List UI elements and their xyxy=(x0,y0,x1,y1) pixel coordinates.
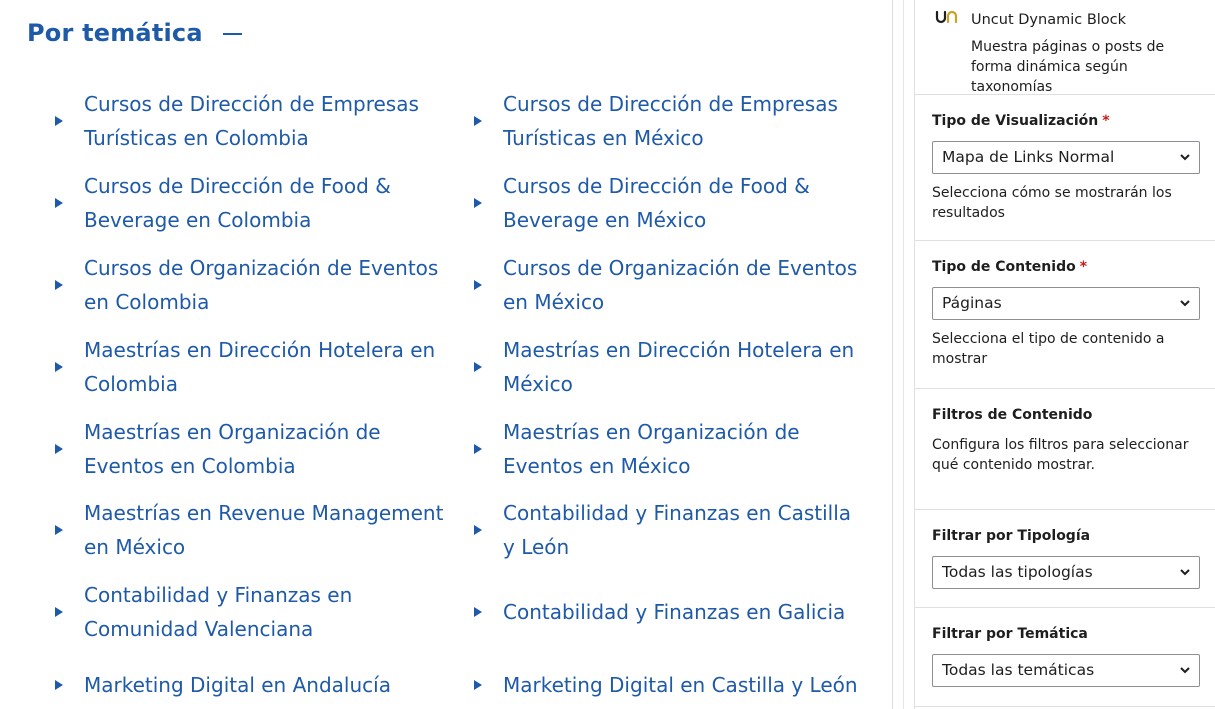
tipologia-select-value: Todas las tipologías xyxy=(942,563,1093,581)
sidebar-divider xyxy=(903,0,904,709)
link-text[interactable]: Marketing Digital en Castilla y León xyxy=(503,673,858,698)
link-item[interactable] xyxy=(55,489,474,571)
section-dash xyxy=(223,33,242,35)
link-item[interactable] xyxy=(55,571,474,653)
block-title: Uncut Dynamic Block xyxy=(971,12,1127,28)
required-marker: * xyxy=(1102,113,1110,129)
uncut-logo-icon xyxy=(935,8,959,28)
tipologia-select[interactable] xyxy=(932,556,1200,589)
chevron-down-icon xyxy=(1178,296,1192,310)
link-item[interactable] xyxy=(474,326,875,408)
section-title: Por temática xyxy=(27,19,203,47)
link-text[interactable]: Cursos de Organización de Eventos en Colombia xyxy=(84,255,439,314)
scroll-gap xyxy=(893,0,903,709)
block-card xyxy=(915,0,1215,95)
link-item[interactable] xyxy=(474,489,875,571)
panel-filtros xyxy=(915,389,1215,510)
link-item[interactable] xyxy=(474,653,875,709)
section-heading xyxy=(27,19,242,47)
link-item[interactable] xyxy=(55,162,474,244)
filtros-label: Filtros de Contenido xyxy=(932,407,1093,423)
bullet-icon xyxy=(474,525,482,535)
panel-tipologia xyxy=(915,510,1215,608)
link-text[interactable]: Cursos de Dirección de Empresas Turísticas en Colombia xyxy=(84,91,419,150)
link-item[interactable] xyxy=(55,408,474,490)
link-item[interactable] xyxy=(474,80,875,162)
link-text[interactable]: Contabilidad y Finanzas en Comunidad Valenciana xyxy=(84,583,353,642)
bullet-icon xyxy=(55,362,63,372)
panel-visualizacion xyxy=(915,95,1215,241)
bullet-icon xyxy=(474,680,482,690)
link-text[interactable]: Cursos de Dirección de Empresas Turísticas en México xyxy=(503,91,838,150)
link-text[interactable]: Cursos de Dirección de Food & Beverage en Colombia xyxy=(84,173,391,232)
link-item[interactable] xyxy=(474,571,875,653)
chevron-down-icon xyxy=(1178,565,1192,579)
contenido-label: Tipo de Contenido * xyxy=(932,259,1088,275)
bullet-icon xyxy=(474,116,482,126)
links-grid xyxy=(55,80,875,709)
bullet-icon xyxy=(55,280,63,290)
required-marker: * xyxy=(1079,259,1088,275)
bullet-icon xyxy=(55,116,63,126)
bullet-icon xyxy=(474,280,482,290)
bullet-icon xyxy=(55,680,63,690)
bullet-icon xyxy=(474,362,482,372)
link-text[interactable]: Cursos de Organización de Eventos en México xyxy=(503,255,858,314)
panel-tematica xyxy=(915,608,1215,707)
link-text[interactable]: Cursos de Dirección de Food & Beverage en México xyxy=(503,173,810,232)
bullet-icon xyxy=(55,444,63,454)
visualizacion-select-value: Mapa de Links Normal xyxy=(942,148,1115,166)
link-text[interactable]: Maestrías en Organización de Eventos en Colombia xyxy=(84,419,381,478)
bullet-icon xyxy=(474,607,482,617)
link-text[interactable]: Contabilidad y Finanzas en Galicia xyxy=(503,600,846,625)
link-item[interactable] xyxy=(474,408,875,490)
link-item[interactable] xyxy=(55,80,474,162)
bullet-icon xyxy=(474,198,482,208)
link-text[interactable]: Maestrías en Organización de Eventos en México xyxy=(503,419,800,478)
tematica-select-value: Todas las temáticas xyxy=(942,661,1095,679)
link-item[interactable] xyxy=(55,326,474,408)
chevron-down-icon xyxy=(1178,150,1192,164)
link-item[interactable] xyxy=(55,244,474,326)
bullet-icon xyxy=(474,444,482,454)
contenido-select-value: Páginas xyxy=(942,294,1002,312)
link-item[interactable] xyxy=(474,162,875,244)
settings-sidebar xyxy=(914,0,1215,709)
bullet-icon xyxy=(55,525,63,535)
block-description: Muestra páginas o posts de forma dinámica según taxonomías xyxy=(971,39,1165,95)
link-text[interactable]: Maestrías en Dirección Hotelera en Colombia xyxy=(84,337,436,396)
visualizacion-label: Tipo de Visualización * xyxy=(932,113,1110,129)
link-item[interactable] xyxy=(55,653,474,709)
chevron-down-icon xyxy=(1178,663,1192,677)
filtros-help: Configura los filtros para seleccionar qué contenido mostrar. xyxy=(932,437,1189,473)
link-item[interactable] xyxy=(474,244,875,326)
tematica-select[interactable] xyxy=(932,654,1200,687)
tipologia-label: Filtrar por Tipología xyxy=(932,528,1091,544)
visualizacion-help: Selecciona cómo se mostrarán los resultados xyxy=(932,185,1172,221)
visualizacion-select[interactable] xyxy=(932,141,1200,174)
bullet-icon xyxy=(55,607,63,617)
contenido-help: Selecciona el tipo de contenido a mostrar xyxy=(932,331,1165,367)
panel-contenido xyxy=(915,241,1215,389)
contenido-select[interactable] xyxy=(932,287,1200,320)
link-text[interactable]: Maestrías en Revenue Management en México xyxy=(84,501,444,560)
bullet-icon xyxy=(55,198,63,208)
link-text[interactable]: Maestrías en Dirección Hotelera en México xyxy=(503,337,855,396)
link-text[interactable]: Contabilidad y Finanzas en Castilla y León xyxy=(503,501,852,560)
tematica-label: Filtrar por Temática xyxy=(932,626,1088,642)
link-text[interactable]: Marketing Digital en Andalucía xyxy=(84,673,391,698)
